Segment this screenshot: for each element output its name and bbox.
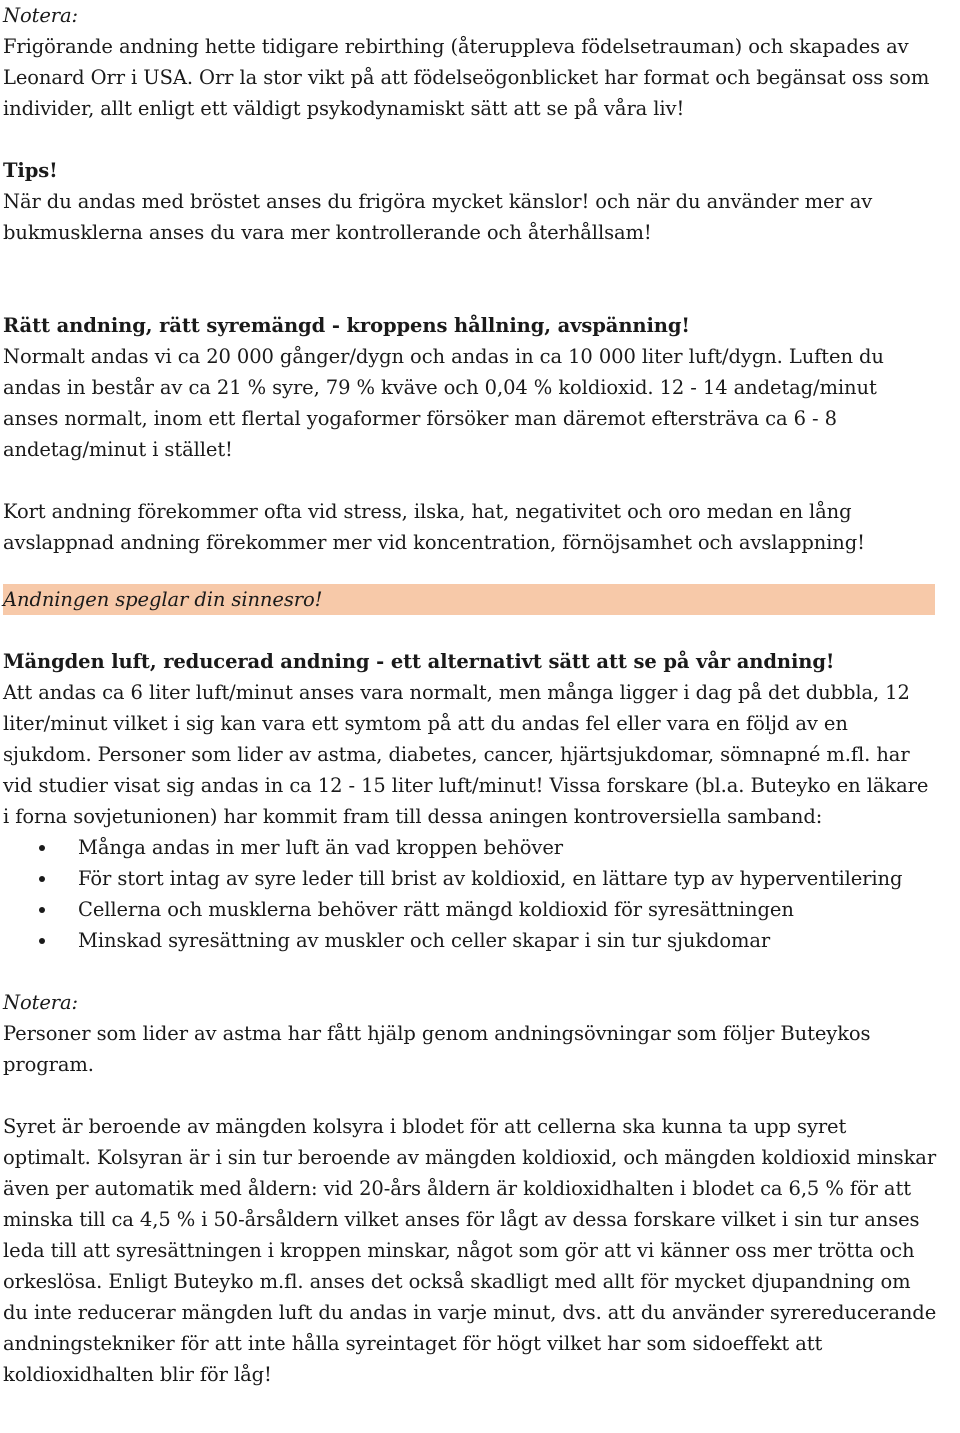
notera-text: Frigörande andning hette tidigare rebirthing (återuppleva födelsetrauman) och skapades av Leonard Orr i USA. Orr la stor vikt på att födelseögonblicket har format och begänsat oss som individer, allt enligt ett väldigt psykodynamiskt sätt att se på våra liv! — [3, 35, 930, 120]
list-item: För stort intag av syre leder till brist av koldioxid, en lättare typ av hyperventilering — [3, 863, 938, 894]
tips-text: När du andas med bröstet anses du frigöra mycket känslor! och när du använder mer av bukmusklerna anses du vara mer kontrollerande och återhållsam! — [3, 190, 873, 244]
bullet-icon — [39, 938, 45, 944]
bullet-icon — [39, 907, 45, 913]
notera-section-1 — [3, 0, 938, 124]
tips-label: Tips! — [3, 159, 58, 182]
paragraph: Att andas ca 6 liter luft/minut anses vara normalt, men många ligger i dag på det dubbla, 12 liter/minut vilket i sig kan vara ett symtom på att du andas fel eller vara en följd av en sjukdom. Personer som lider av astma, diabetes, cancer, hjärtsjukdomar, sömnapné m.fl. har vid studier visat sig andas in ca 12 - 15 liter luft/minut! Vissa forskare (bl.a. Buteyko en läkare i forna sovjetunionen) har kommit fram till dessa aningen kontroversiella samband: — [3, 681, 929, 828]
notera-text: Personer som lider av astma har fått hjälp genom andningsövningar som följer Buteykos program. — [3, 1022, 871, 1076]
section-mangden-luft — [3, 646, 938, 956]
list-item: Cellerna och musklerna behöver rätt mängd koldioxid för syresättningen — [3, 894, 938, 925]
paragraph: Normalt andas vi ca 20 000 gånger/dygn och andas in ca 10 000 liter luft/dygn. Luften du andas in består av ca 21 % syre, 79 % kväve och 0,04 % koldioxid. 12 - 14 andetag/minut anses normalt, inom ett flertal yogaformer försöker man däremot eftersträva ca 6 - 8 andetag/minut i stället! — [3, 345, 884, 461]
tips-section — [3, 155, 938, 248]
notera-section-2 — [3, 987, 938, 1080]
paragraph: Kort andning förekommer ofta vid stress, ilska, hat, negativitet och oro medan en lång avslappnad andning förekommer mer vid koncentration, förnöjsamhet och avslappning! — [3, 500, 865, 554]
closing-paragraph: Syret är beroende av mängden kolsyra i blodet för att cellerna ska kunna ta upp syret optimalt. Kolsyran är i sin tur beroende av mängden koldioxid, och mängden koldioxid minskar även per automatik med åldern: vid 20-års åldern är koldioxidhalten i blodet ca 6,5 % för att minska till ca 4,5 % i 50-årsåldern vilket anses för lågt av dessa forskare vilket i sin tur anses leda till att syresättningen i kroppen minskar, något som gör att vi känner oss mer trötta och orkeslösa. Enligt Buteyko m.fl. anses det också skadligt med allt för mycket djupandning om du inte reducerar mängden luft du andas in varje minut, dvs. att du använder syrereducerande andningstekniker för att inte hålla syreintaget för högt vilket har som sidoeffekt att koldioxidhalten blir för låg! — [3, 1115, 937, 1386]
bullet-icon — [39, 876, 45, 882]
bullet-list — [3, 832, 938, 956]
section-heading: Rätt andning, rätt syremängd - kroppens hållning, avspänning! — [3, 314, 690, 337]
notera-label: Notera: — [3, 991, 78, 1014]
highlight-quote: Andningen speglar din sinnesro! — [3, 584, 935, 615]
section-ratt-andning — [3, 310, 938, 615]
list-item: Minskad syresättning av muskler och celler skapar i sin tur sjukdomar — [3, 925, 938, 956]
bullet-icon — [39, 845, 45, 851]
notera-label: Notera: — [3, 4, 78, 27]
list-item: Många andas in mer luft än vad kroppen behöver — [3, 832, 938, 863]
section-heading: Mängden luft, reducerad andning - ett alternativt sätt att se på vår andning! — [3, 650, 835, 673]
